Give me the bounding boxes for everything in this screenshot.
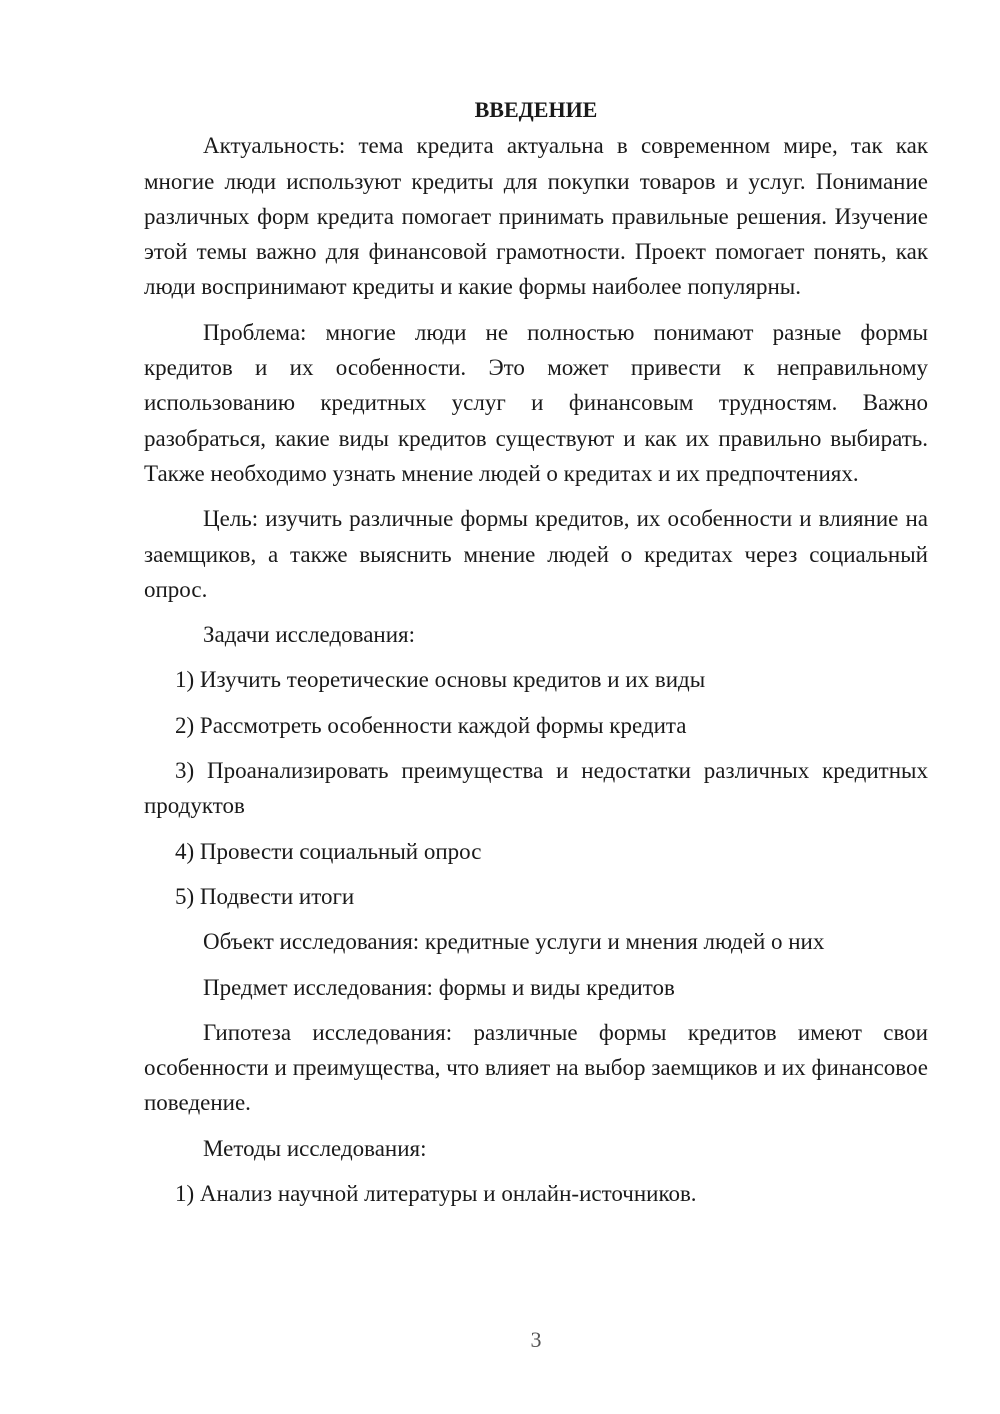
object-line: Объект исследования: кредитные услуги и мнения людей о них: [203, 929, 825, 955]
tasks-title: Задачи исследования:: [203, 622, 416, 648]
task-item-2: 2) Рассмотреть особенности каждой формы кредита: [175, 712, 687, 738]
goal-paragraph: Цель: изучить различные формы кредитов, их особенности и влияние на заемщиков, а также выяснить мнение людей о кредитах через социальный опрос.: [144, 506, 928, 602]
page-body: [144, 92, 928, 1221]
task-item-1: 1) Изучить теоретические основы кредитов и их виды: [175, 667, 706, 693]
section-heading: ВВЕДЕНИЕ: [474, 97, 598, 122]
task-item-4: 4) Провести социальный опрос: [175, 838, 482, 864]
task-item-3: 3) Проанализировать преимущества и недостатки различных кредитных продуктов: [144, 758, 928, 819]
subject-line: Предмет исследования: формы и виды кредитов: [203, 974, 675, 1000]
methods-title: Методы исследования:: [203, 1135, 427, 1161]
hypothesis-paragraph: Гипотеза исследования: различные формы кредитов имеют свои особенности и преимущества, что влияет на выбор заемщиков и их финансовое поведение.: [144, 1019, 928, 1116]
relevance-paragraph: Актуальность: тема кредита актуальна в современном мире, так как многие люди используют кредиты для покупки товаров и услуг. Понимание различных форм кредита помогает принимать правильные решения. Изучение этой темы важно для финансовой грамотности. Проект помогает понять, как люди воспринимают кредиты и какие формы наиболее популярны.: [144, 133, 928, 300]
method-item-1: 1) Анализ научной литературы и онлайн-источников.: [175, 1181, 697, 1207]
problem-paragraph: Проблема: многие люди не полностью понимают разные формы кредитов и их особенности. Это может привести к неправильному использованию кредитных услуг и финансовым трудностям. Важно разобраться, какие виды кредитов существуют и как их правильно выбирать. Также необходимо узнать мнение людей о кредитах и их предпочтениях.: [144, 319, 928, 486]
page-number: 3: [530, 1327, 542, 1352]
task-item-5: 5) Подвести итоги: [175, 883, 355, 909]
